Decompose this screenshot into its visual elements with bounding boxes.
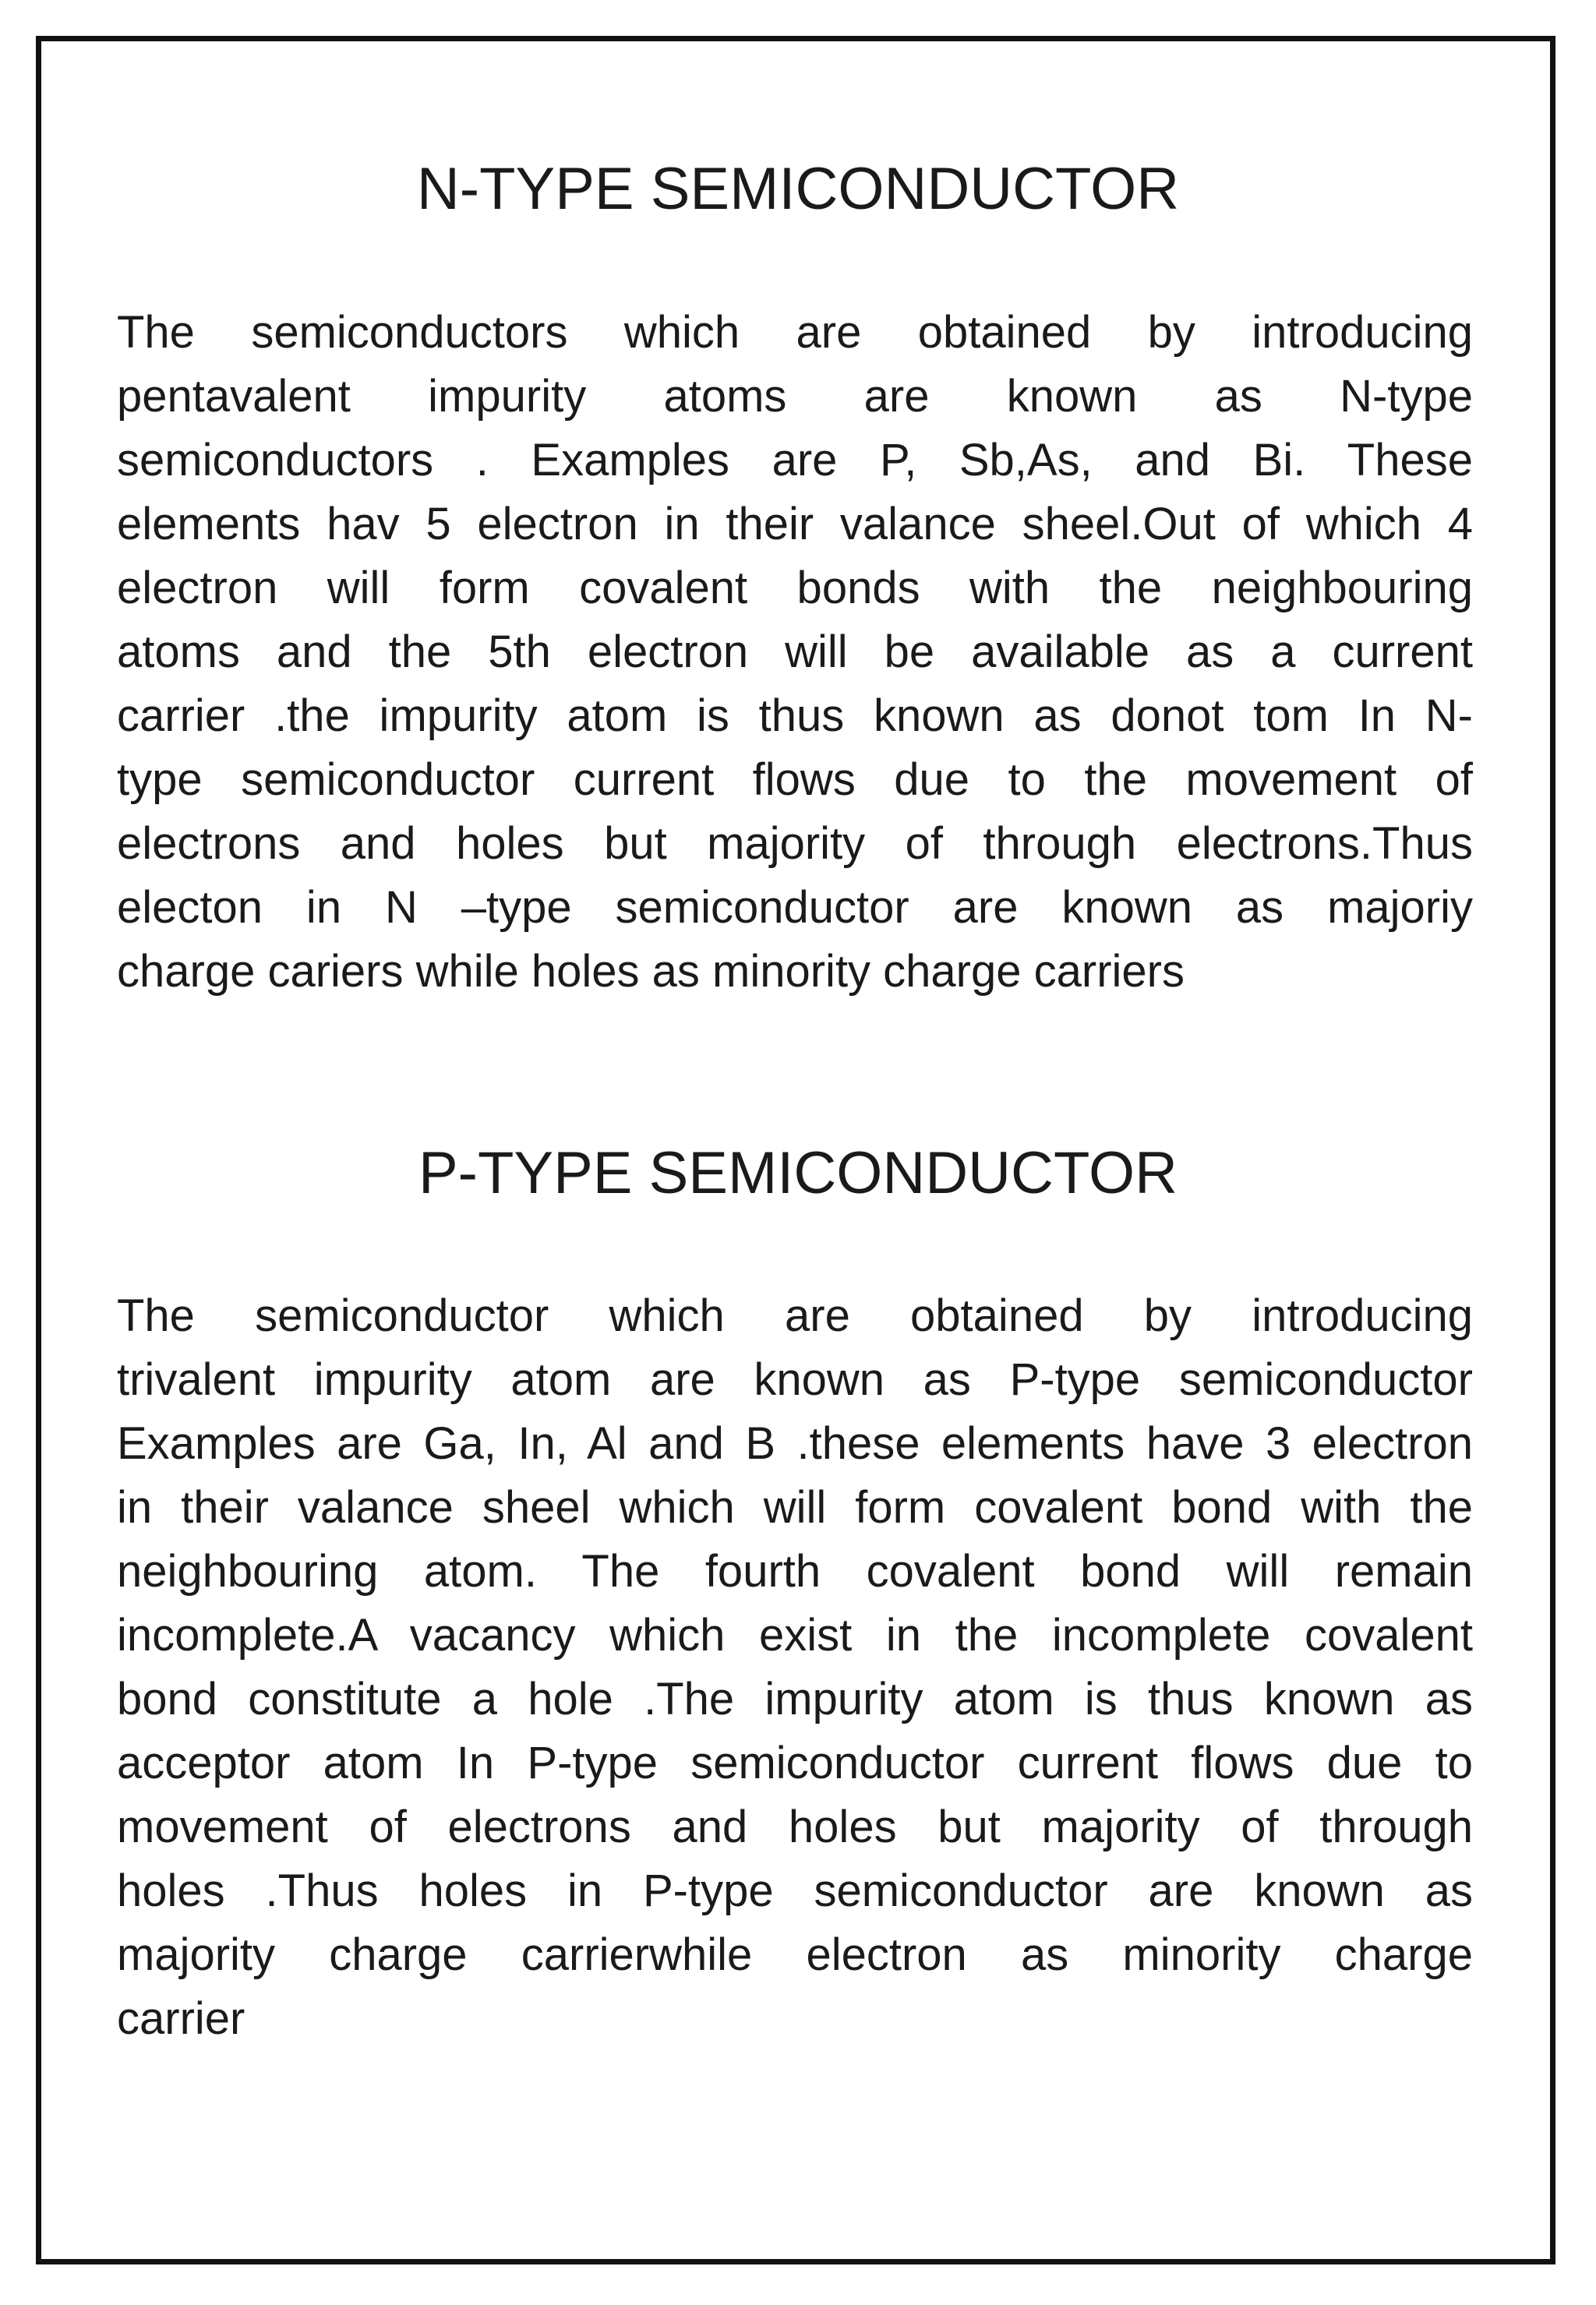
n-type-line: electrons and holes but majority of through electrons.Thus bbox=[117, 818, 1473, 869]
p-type-line: movement of electrons and holes but majority of through bbox=[117, 1802, 1473, 1852]
n-type-line: elements hav 5 electron in their valance sheel.Out of which 4 bbox=[117, 499, 1473, 549]
p-type-line: bond constitute a hole .The impurity atom is thus known as bbox=[117, 1674, 1473, 1724]
p-type-line: The semiconductor which are obtained by introducing bbox=[117, 1290, 1473, 1341]
n-type-line: charge cariers while holes as minority charge carriers bbox=[117, 946, 1185, 997]
n-type-line: carrier .the impurity atom is thus known as donot tom In N- bbox=[117, 690, 1473, 741]
p-type-title: P-TYPE SEMICONDUCTOR bbox=[418, 1140, 1178, 1206]
n-type-line: atoms and the 5th electron will be available as a current bbox=[117, 627, 1473, 677]
p-type-line: in their valance sheel which will form covalent bond with the bbox=[117, 1482, 1473, 1533]
p-type-line: holes .Thus holes in P-type semiconductor are known as bbox=[117, 1866, 1473, 1916]
p-type-line: majority charge carrierwhile electron as minority charge bbox=[117, 1929, 1473, 1980]
p-type-line: carrier bbox=[117, 1993, 245, 2044]
n-type-line: electron will form covalent bonds with the neighbouring bbox=[117, 563, 1473, 613]
n-type-line: The semiconductors which are obtained by introducing bbox=[117, 307, 1473, 358]
p-type-line: acceptor atom In P-type semiconductor current flows due to bbox=[117, 1738, 1473, 1788]
n-type-line: pentavalent impurity atoms are known as N-type bbox=[117, 371, 1473, 422]
p-type-line: Examples are Ga, In, Al and B .these elements have 3 electron bbox=[117, 1418, 1473, 1469]
n-type-line: semiconductors . Examples are P, Sb,As, and Bi. These bbox=[117, 435, 1473, 485]
n-type-line: electon in N –type semiconductor are known as majoriy bbox=[117, 882, 1473, 933]
p-type-line: trivalent impurity atom are known as P-type semiconductor bbox=[117, 1354, 1473, 1405]
p-type-line: incomplete.A vacancy which exist in the incomplete covalent bbox=[117, 1610, 1473, 1661]
n-type-line: type semiconductor current flows due to the movement of bbox=[117, 754, 1473, 805]
n-type-title: N-TYPE SEMICONDUCTOR bbox=[416, 156, 1180, 222]
p-type-paragraph bbox=[117, 1284, 1473, 2051]
p-type-line: neighbouring atom. The fourth covalent bond will remain bbox=[117, 1546, 1473, 1597]
n-type-paragraph bbox=[117, 301, 1473, 1004]
